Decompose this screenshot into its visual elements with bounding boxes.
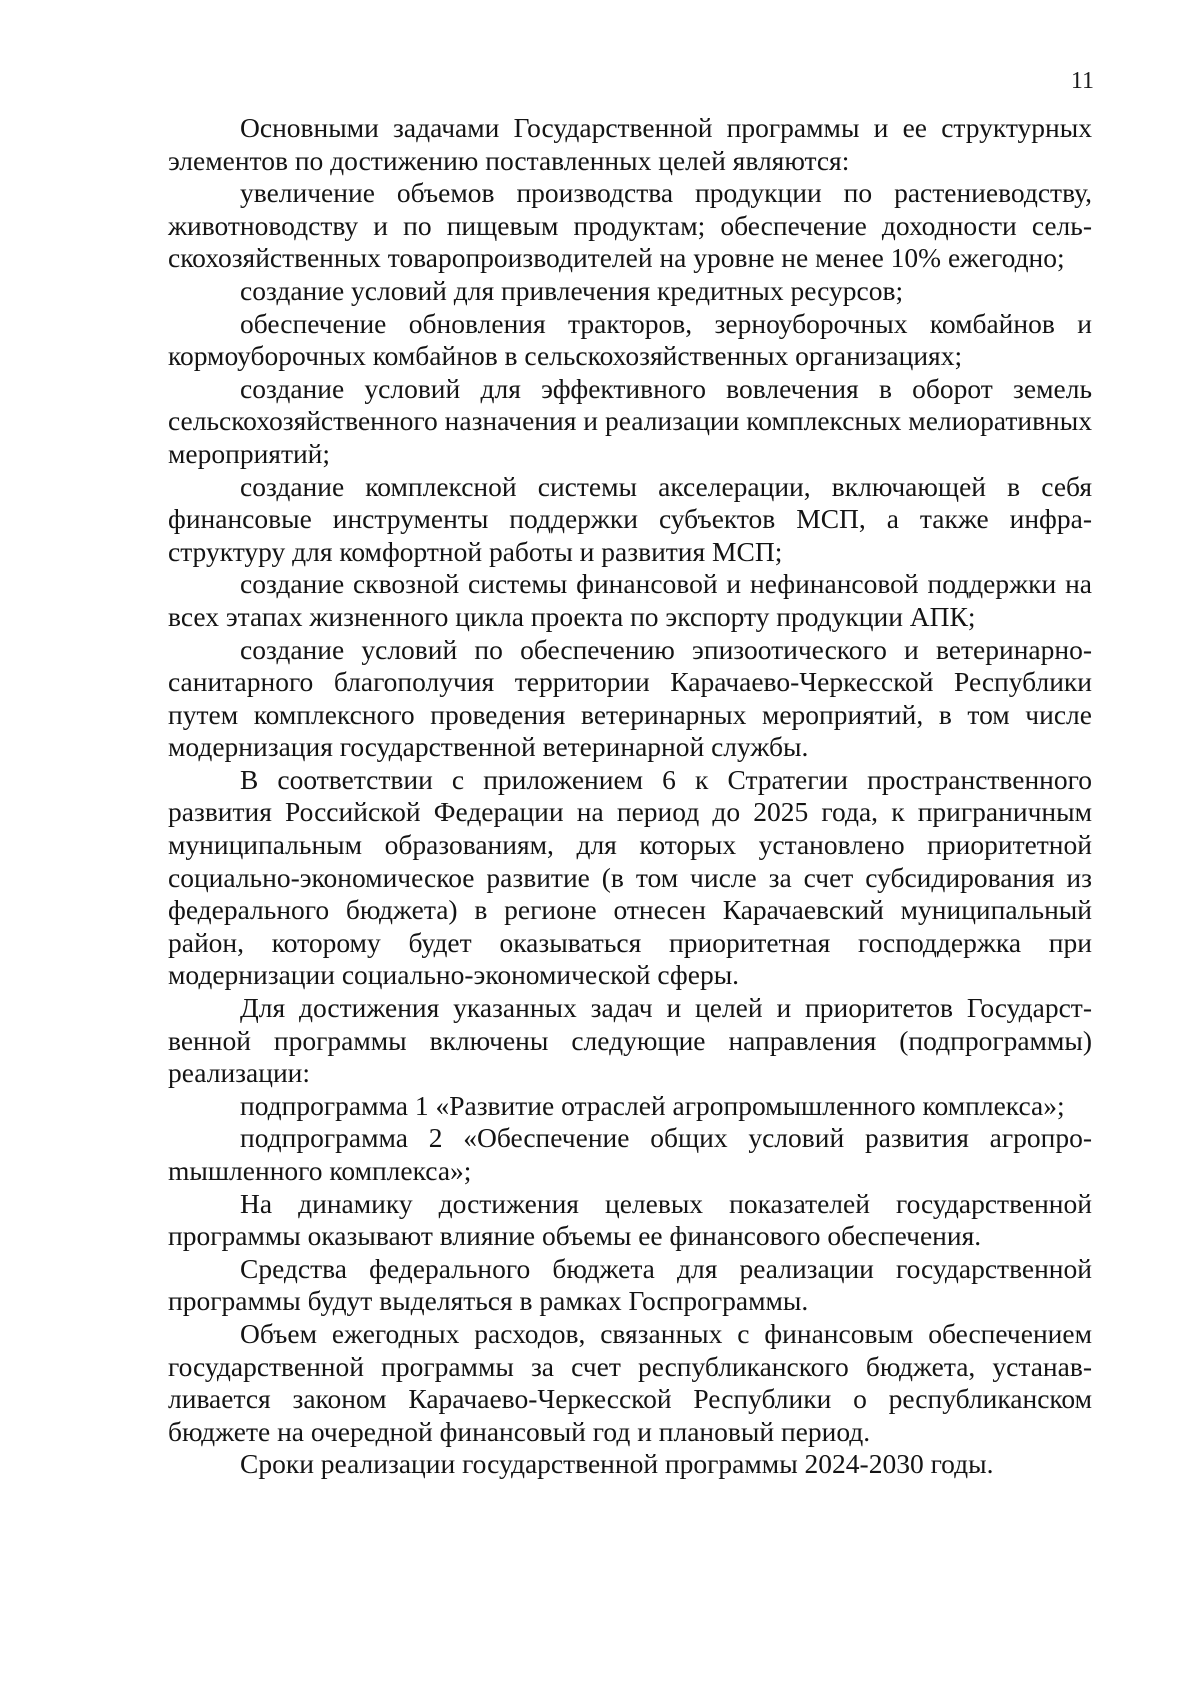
- page-number: 11: [1070, 68, 1094, 94]
- paragraph-task-export: создание сквозной системы финансовой и нефинансовой поддержки на всех этапах жизненного цикла проекта по экспорту продукции АПК;: [168, 568, 1092, 632]
- paragraph-directions-intro: Для достижения указанных задач и целей и приоритетов Государственной программы включены следующие направления (подпрограммы) реализации:: [168, 992, 1092, 1089]
- paragraph-federal-budget: Средства федерального бюджета для реализации государственной программы будут выделяться в рамках Госпрограммы.: [168, 1252, 1092, 1317]
- paragraph-task-veterinary: создание условий по обеспечению эпизоотического и ветеринарно-санитарного благополучия территории Карачаево-Черкесской Республики путем комплексного проведения ветеринарных мероприятий, в том числе модернизация государственной ветеринарной службы.: [168, 633, 1092, 763]
- paragraph-timeline: Сроки реализации государственной программы 2024-2030 годы.: [240, 1448, 994, 1480]
- paragraph-task-machinery: обеспечение обновления тракторов, зерноуборочных комбайнов и кормоуборочных комбайнов в сельскохозяйственных организациях;: [168, 307, 1092, 372]
- paragraph-subprogram-2: подпрограмма 2 «Обеспечение общих условий развития агропроmышленного комплекса»;: [168, 1122, 1092, 1186]
- document-body: [168, 112, 1092, 1481]
- paragraph-strategy: В соответствии с приложением 6 к Стратегии пространственного развития Российской Федерации на период до 2025 года, к приграничным муниципальным образованиям, для которых установлено приоритетной социально-экономическое развитие (в том числе за счет субсидирования из федерального бюджета) в регионе отнесен Карачаевский муниципальный район, которому будет оказываться приоритетная господдержка при модернизации социально-экономической сферы.: [168, 763, 1092, 991]
- paragraph-task-credit: создание условий для привлечения кредитных ресурсов;: [240, 274, 904, 306]
- paragraph-dynamics: На динамику достижения целевых показателей государственной программы оказывают влияние объемы ее финансового обеспечения.: [168, 1187, 1092, 1252]
- paragraph-task-production: увеличение объемов производства продукции по растениеводству, животноводству и по пищевым продуктам; обеспечение доходности сельскохозяйственных товаропроизводителей на уровне не менее 10% ежегодно;: [168, 177, 1092, 274]
- paragraph-task-land: создание условий для эффективного вовлечения в оборот земель сельскохозяйственного назначения и реализации комплексных мелиоративных мероприятий;: [168, 372, 1092, 469]
- paragraph-annual-expenses: Объем ежегодных расходов, связанных с финансовым обеспечением государственной программы за счет республиканского бюджета, устанавливается законом Карачаево-Черкесской Республики о республиканском бюджете на очередной финансовый год и плановый период.: [168, 1317, 1092, 1447]
- paragraph-tasks-intro: Основными задачами Государственной программы и ее структурных элементов по достижению поставленных целей являются:: [168, 112, 1092, 176]
- paragraph-task-acceleration: создание комплексной системы акселерации, включающей в себя финансовые инструменты поддержки субъектов МСП, а также инфраструктуру для комфортной работы и развития МСП;: [168, 470, 1092, 567]
- paragraph-subprogram-1: подпрограмма 1 «Развитие отраслей агропромышленного комплекса»;: [240, 1089, 1065, 1121]
